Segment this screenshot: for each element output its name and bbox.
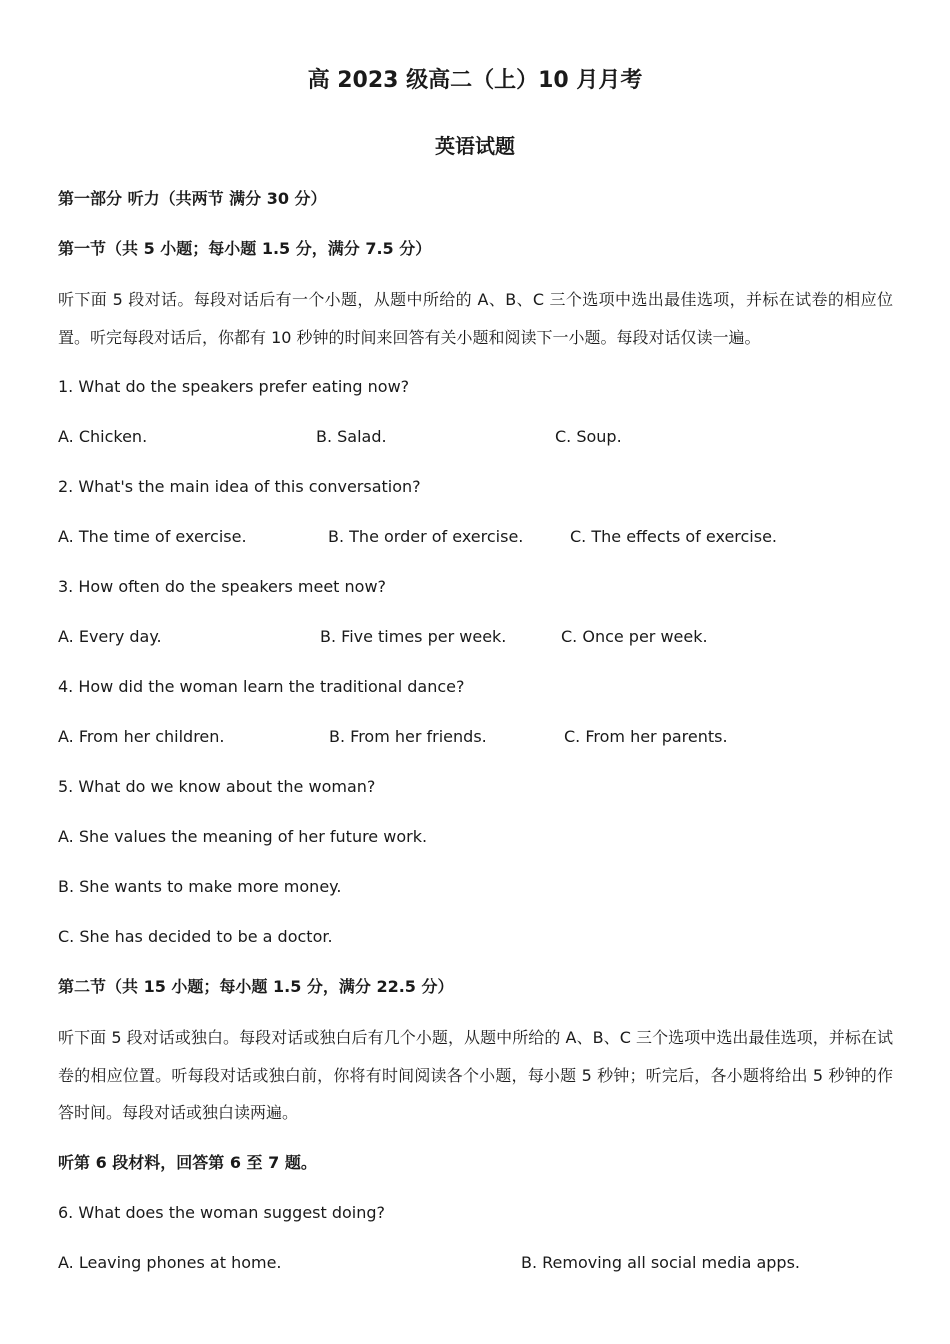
question-stem: 6. What does the woman suggest doing? — [58, 1203, 386, 1222]
question-stem: 4. How did the woman learn the traditional dance? — [58, 677, 465, 696]
option-a: A. She values the meaning of her future work. — [58, 827, 428, 846]
option-a: A. From her children. — [58, 727, 225, 746]
option-b: B. Salad. — [316, 427, 387, 446]
option-b: B. The order of exercise. — [328, 527, 524, 546]
option-c: C. She has decided to be a doctor. — [58, 927, 333, 946]
option-b: B. From her friends. — [329, 727, 487, 746]
option-c: C. Soup. — [555, 427, 622, 446]
option-c: C. Once per week. — [561, 627, 708, 646]
section2-instructions: 听下面 5 段对话或独白。每段对话或独白后有几个小题，从题中所给的 A、B、C 三个选项中选出最佳选项，并标在试卷的相应位置。听每段对话或独白前，你将有时间阅读各个小题，每小题 5 秒钟；听完后，各小题将给出 5 秒钟的作答时间。每段对话或独白读两遍。 — [58, 1028, 893, 1122]
part1-heading: 第一部分 听力（共两节 满分 30 分） — [58, 189, 327, 208]
question-stem: 3. How often do the speakers meet now? — [58, 577, 387, 596]
section1-heading: 第一节（共 5 小题；每小题 1.5 分，满分 7.5 分） — [58, 239, 432, 258]
question-stem: 1. What do the speakers prefer eating now? — [58, 377, 410, 396]
exam-title: 高 2023 级高二（上）10 月月考 — [307, 68, 643, 93]
option-a: A. Chicken. — [58, 427, 148, 446]
option-b: B. Removing all social media apps. — [521, 1253, 801, 1272]
material-note: 听第 6 段材料，回答第 6 至 7 题。 — [58, 1153, 317, 1172]
option-b: B. Five times per week. — [320, 627, 507, 646]
exam-subtitle: 英语试题 — [435, 134, 515, 158]
option-a: A. The time of exercise. — [58, 527, 247, 546]
option-c: C. From her parents. — [564, 727, 728, 746]
option-c: C. The effects of exercise. — [570, 527, 778, 546]
section1-instructions: 听下面 5 段对话。每段对话后有一个小题，从题中所给的 A、B、C 三个选项中选出最佳选项，并标在试卷的相应位置。听完每段对话后，你都有 10 秒钟的时间来回答有关小题和阅读下一小题。每段对话仅读一遍。 — [58, 290, 893, 347]
option-a: A. Leaving phones at home. — [58, 1253, 282, 1272]
option-b: B. She wants to make more money. — [58, 877, 342, 896]
question-stem: 2. What's the main idea of this conversation? — [58, 477, 421, 496]
option-a: A. Every day. — [58, 627, 162, 646]
question-stem: 5. What do we know about the woman? — [58, 777, 376, 796]
section2-heading: 第二节（共 15 小题；每小题 1.5 分，满分 22.5 分） — [58, 977, 454, 996]
